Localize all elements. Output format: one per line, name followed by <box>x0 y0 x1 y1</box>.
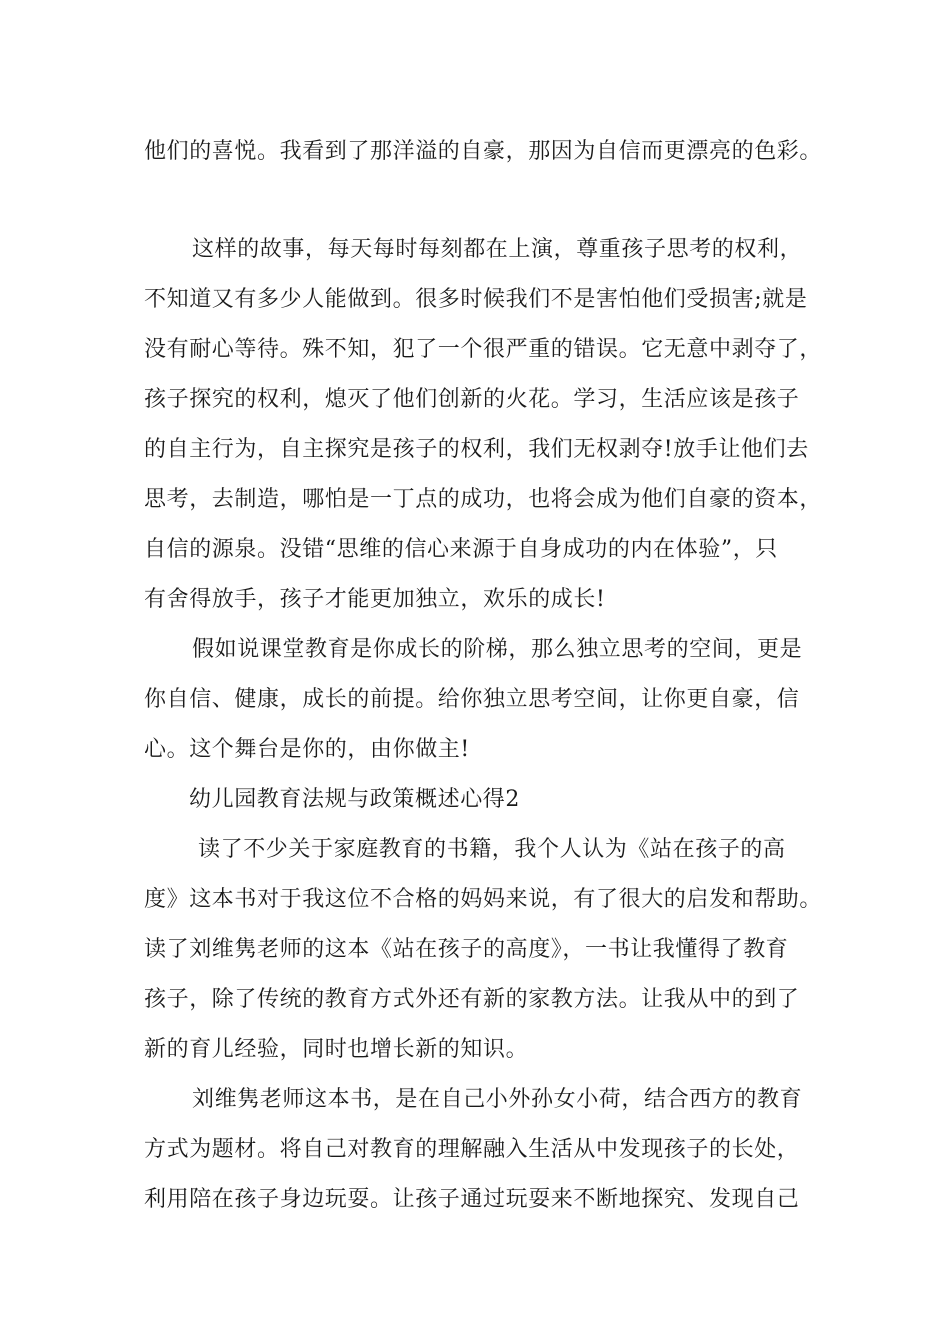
text-line: 新的育儿经验，同时也增长新的知识。 <box>144 1037 529 1062</box>
text-line: 假如说课堂教育是你成长的阶梯，那么独立思考的空间，更是 <box>192 637 803 662</box>
text-line: 思考，去制造，哪怕是一丁点的成功，也将会成为他们自豪的资本， <box>144 487 823 512</box>
text-line: 孩子，除了传统的教育方式外还有新的家教方法。让我从中的到了 <box>144 987 800 1012</box>
text-line: 读了不少关于家庭教育的书籍，我个人认为《站在孩子的高 <box>198 837 786 862</box>
text-line: 度》这本书对于我这位不合格的妈妈来说，有了很大的启发和帮助。 <box>144 887 823 912</box>
text-line: 这样的故事，每天每时每刻都在上演，尊重孩子思考的权利， <box>192 237 803 262</box>
text-line: 刘维隽老师这本书，是在自己小外孙女小荷，结合西方的教育 <box>192 1087 803 1112</box>
text-line: 自信的源泉。没错“思维的信心来源于自身成功的内在体验”，只 <box>144 537 778 562</box>
text-line: 他们的喜悦。我看到了那洋溢的自豪，那因为自信而更漂亮的色彩。 <box>144 139 823 164</box>
text-line: 心。这个舞台是你的，由你做主! <box>144 737 470 762</box>
text-line: 孩子探究的权利，熄灭了他们创新的火花。学习，生活应该是孩子 <box>144 387 800 412</box>
section-heading: 幼儿园教育法规与政策概述心得2 <box>189 787 520 812</box>
text-line: 不知道又有多少人能做到。很多时候我们不是害怕他们受损害;就是 <box>144 287 808 312</box>
text-line: 的自主行为，自主探究是孩子的权利，我们无权剥夺!放手让他们去 <box>144 437 809 462</box>
text-line: 方式为题材。将自己对教育的理解融入生活从中发现孩子的长处， <box>144 1137 800 1162</box>
text-line: 有舍得放手，孩子才能更加独立，欢乐的成长! <box>144 587 606 612</box>
text-line: 利用陪在孩子身边玩耍。让孩子通过玩耍来不断地探究、发现自己 <box>144 1187 800 1212</box>
text-line: 没有耐心等待。殊不知，犯了一个很严重的错误。它无意中剥夺了， <box>144 337 823 362</box>
text-line: 读了刘维隽老师的这本《站在孩子的高度》，一书让我懂得了教育 <box>144 937 789 962</box>
text-line: 你自信、健康，成长的前提。给你独立思考空间，让你更自豪，信 <box>144 687 800 712</box>
